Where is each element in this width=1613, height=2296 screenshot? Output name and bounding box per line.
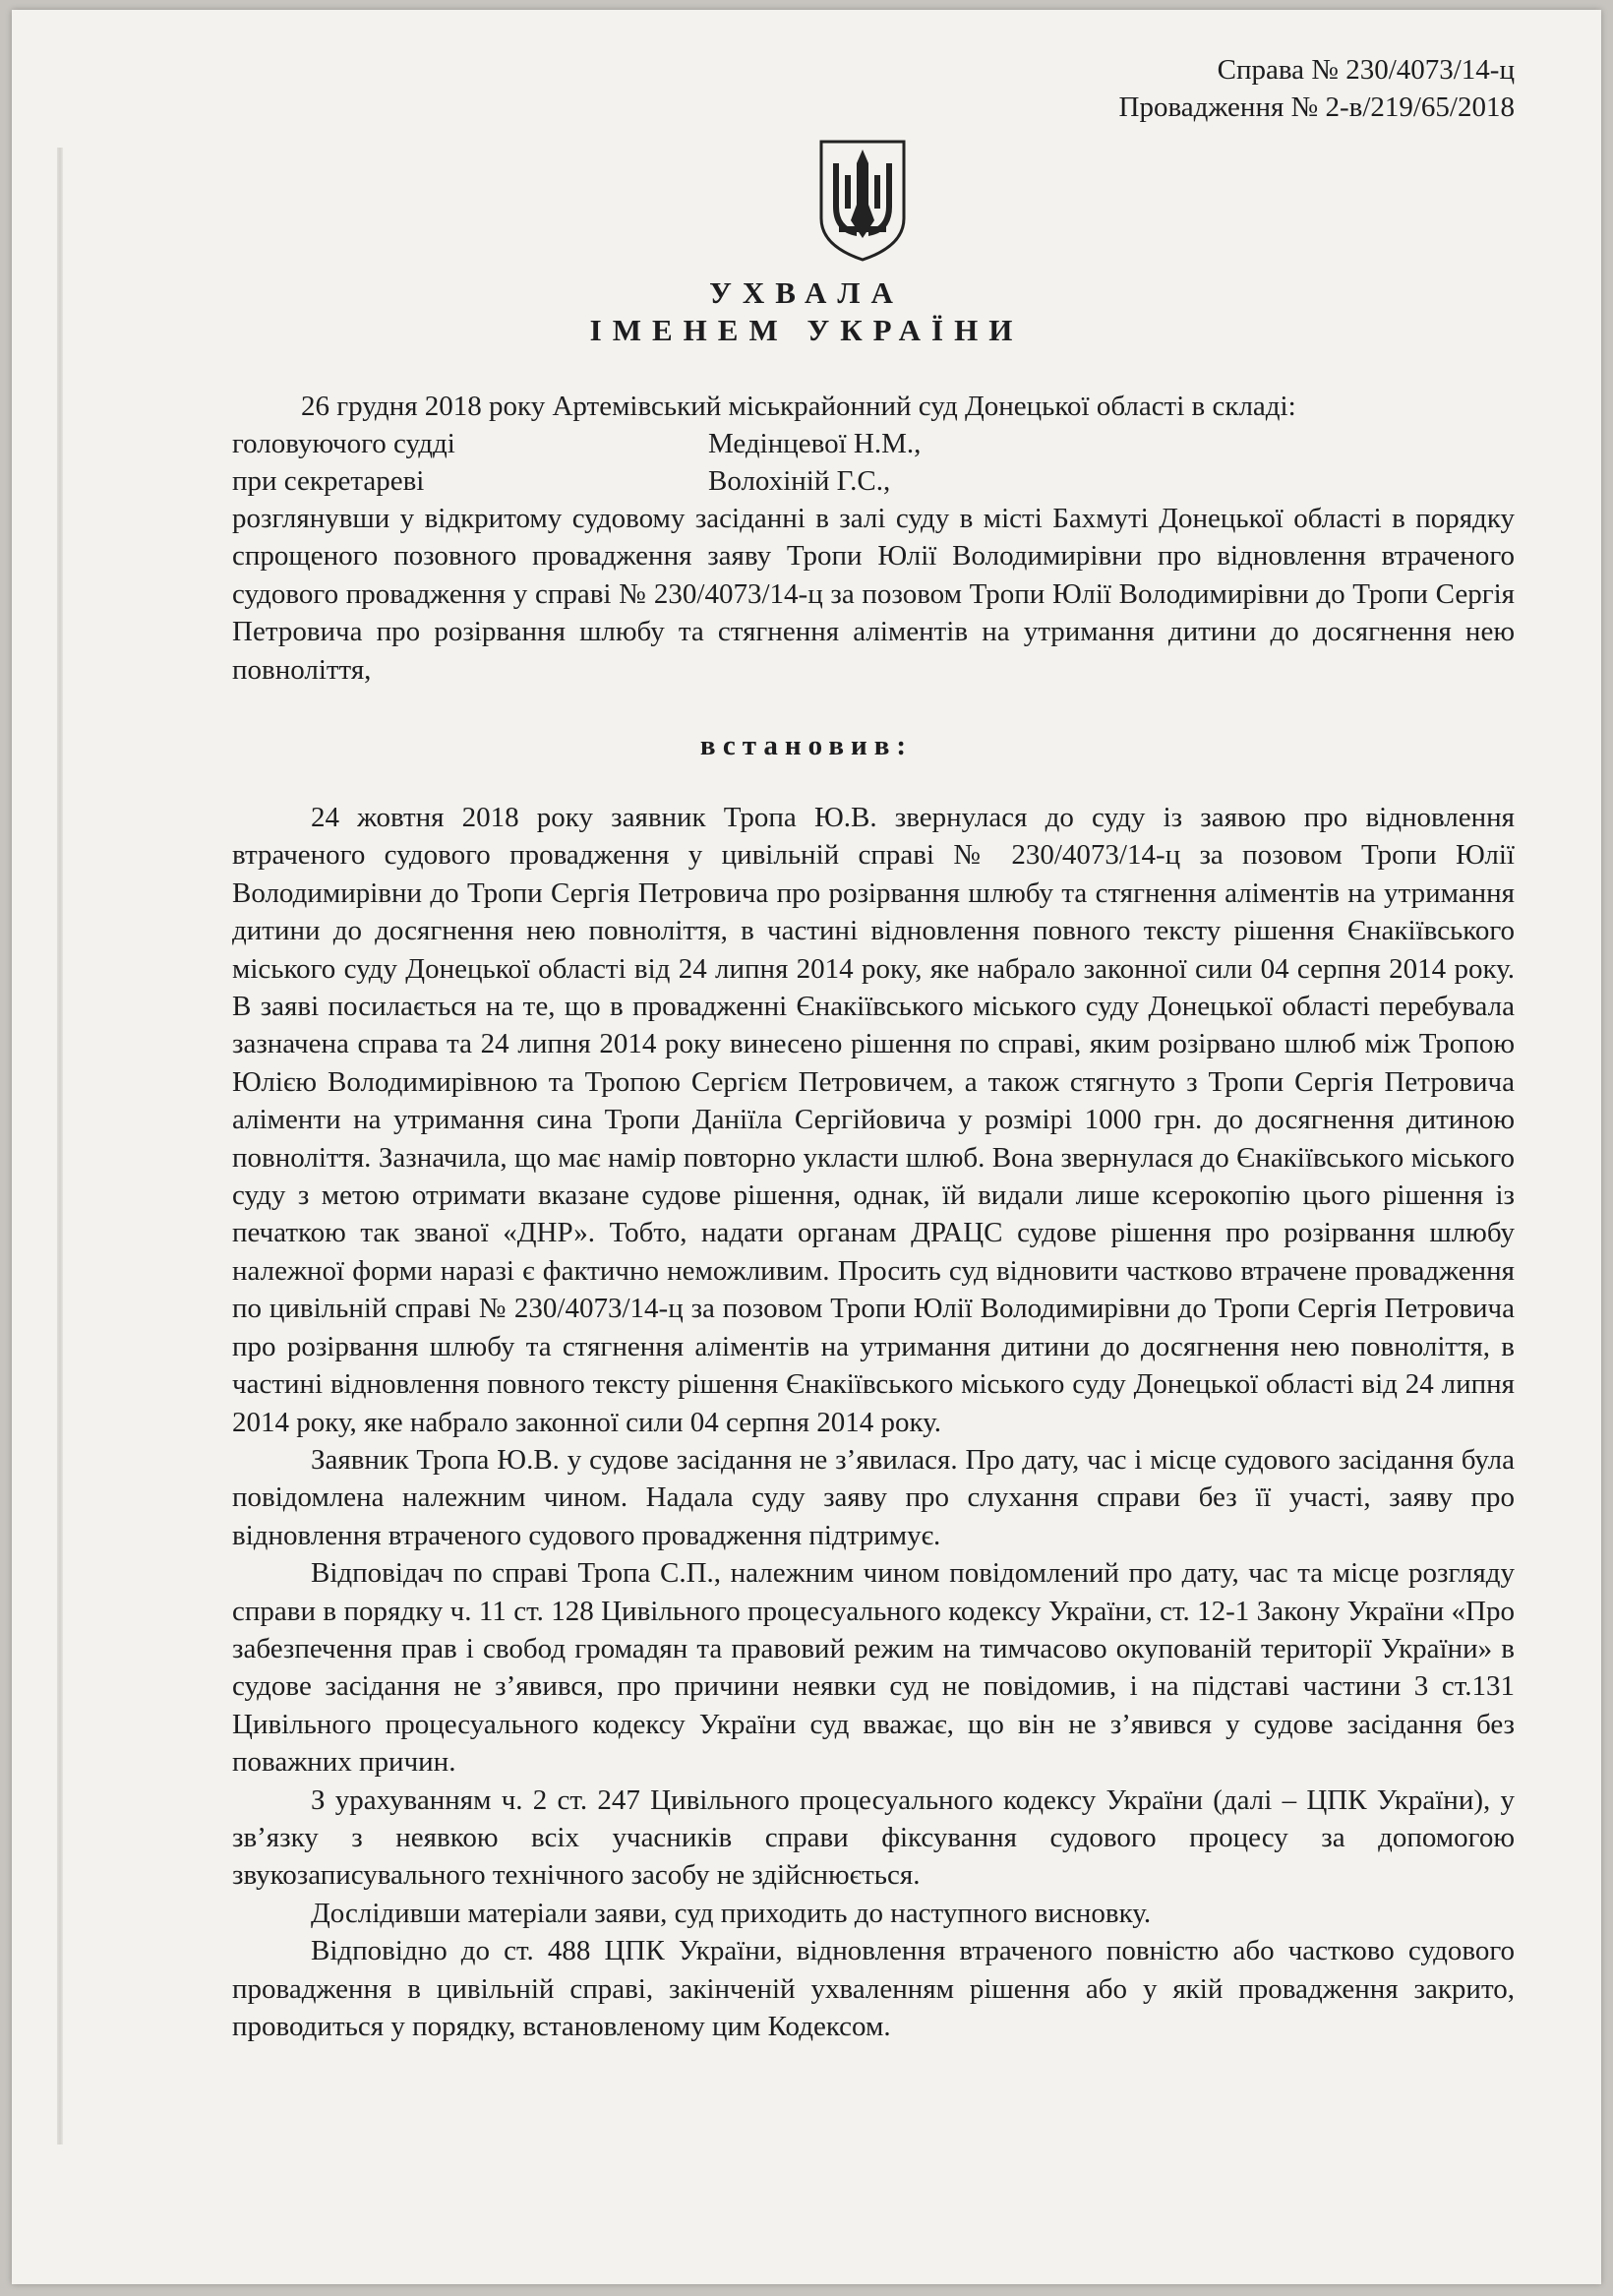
secretary-label: при секретареві bbox=[232, 465, 425, 497]
secretary-name: Волохіній Г.С., bbox=[708, 465, 891, 497]
judge-label: головуючого судді bbox=[232, 428, 455, 459]
binding-stripe bbox=[57, 148, 63, 2145]
judge-name: Медінцевої Н.М., bbox=[708, 428, 922, 459]
document-title: УХВАЛА bbox=[709, 275, 904, 310]
case-number: Справа № 230/4073/14-ц bbox=[1217, 54, 1515, 86]
paragraph-recording: З урахуванням ч. 2 ст. 247 Цивільного процесуального кодексу України (далі – ЦПК України), у зв’язку з неявкою всіх учасників справи фіксування судового процесу за допомогою звукозаписувального технічного засобу не здійснюється. bbox=[232, 1783, 1515, 1892]
considered-paragraph: розглянувши у відкритому судовому засіданні в залі суду в місті Бахмуті Донецької області в порядку спрощеного позовного провадження заяву Тропи Юлії Володимирівни про відновлення втраченого судового провадження у справі № 230/4073/14-ц за позовом Тропи Юлії Володимирівни до Тропи Сергія Петровича про розірвання шлюбу та стягнення аліментів на утримання дитини до досягнення нею повноліття, bbox=[232, 503, 1515, 686]
established-heading: встановив: bbox=[699, 730, 914, 761]
intro-date-court: 26 грудня 2018 року Артемівський міськрайонний суд Донецької області в складі: bbox=[301, 391, 1296, 422]
body-text bbox=[232, 799, 1515, 2045]
paragraph-respondent-absence: Відповідач по справі Тропа С.П., належним чином повідомлений про дату, час та місце розгляду справи в порядку ч. 11 ст. 128 Цивільного процесуального кодексу України, ст. 12-1 Закону України «Про забезпечення прав і свобод громадян та правовий режим на тимчасово окупованій території України» в судове засідання не з’явився, про причини неявки суд не повідомив, і на підставі частини 3 ст.131 Цивільного процесуального кодексу України суд вважає, що він не з’явився у судове засідання без поважних причин. bbox=[232, 1557, 1515, 1779]
intro-considered bbox=[232, 500, 1515, 689]
document-subtitle: ІМЕНЕМ УКРАЇНИ bbox=[589, 313, 1024, 347]
paragraph-article-488: Відповідно до ст. 488 ЦПК України, відновлення втраченого повністю або частково судового провадження в цивільній справі, закінченій ухваленням рішення або у якій провадження закрито, проводиться у порядку, встановленому цим Кодексом. bbox=[232, 1935, 1515, 2042]
paragraph-conclusion-intro: Дослідивши матеріали заяви, суд приходить до наступного висновку. bbox=[311, 1897, 1152, 1929]
case-reference bbox=[1119, 51, 1515, 126]
coat-of-arms-emblem bbox=[813, 136, 912, 266]
paragraph-applicant-absence: Заявник Тропа Ю.В. у судове засідання не з’явилася. Про дату, час і місце судового засідання була повідомлена належним чином. Надала суду заяву про слухання справи без її участі, заяву про відновлення втраченого судового провадження підтримує. bbox=[232, 1443, 1515, 1551]
proceeding-number: Провадження № 2-в/219/65/2018 bbox=[1118, 91, 1515, 123]
paragraph-application: 24 жовтня 2018 року заявник Тропа Ю.В. звернулася до суду із заявою про відновлення втраченого судового провадження у цивільній справі № 230/4073/14-ц за позовом Тропи Юлії Володимирівни до Тропи Сергія Петровича про розірвання шлюбу та стягнення аліментів на утримання дитини до досягнення нею повноліття, в частині відновлення повного тексту рішення Єнакіївського міського суду Донецької області від 24 липня 2014 року, яке набрало законної сили 04 серпня 2014 року. В заяві посилається на те, що в провадженні Єнакіївського міського суду Донецької області перебувала зазначена справа та 24 липня 2014 року винесено рішення по справі, яким розірвано шлюб між Тропою Юлією Володимирівною та Тропою Сергієм Петровичем, а також стягнуто з Тропи Сергія Петровича аліменти на утримання сина Тропи Даніїла Сергійовича у розмірі 1000 грн. до досягнення дитиною повноліття. Зазначила, що має намір повторно укласти шлюб. Вона звернулася до Єнакіївського міського суду з метою отримати вказане судове рішення, однак, їй видали лише ксерокопію цього рішення із печаткою так званої «ДНР». Тобто, надати органам ДРАЦС судове рішення про розірвання шлюбу належної форми наразі є фактично неможливим. Просить суд відновити частково втрачене провадження по цивільній справі № 230/4073/14-ц за позовом Тропи Юлії Володимирівни до Тропи Сергія Петровича про розірвання шлюбу та стягнення аліментів на утримання дитини до досягнення нею повноліття, в частині відновлення повного тексту рішення Єнакіївського міського суду Донецької області від 24 липня 2014 року, яке набрало законної сили 04 серпня 2014 року. bbox=[232, 802, 1515, 1438]
